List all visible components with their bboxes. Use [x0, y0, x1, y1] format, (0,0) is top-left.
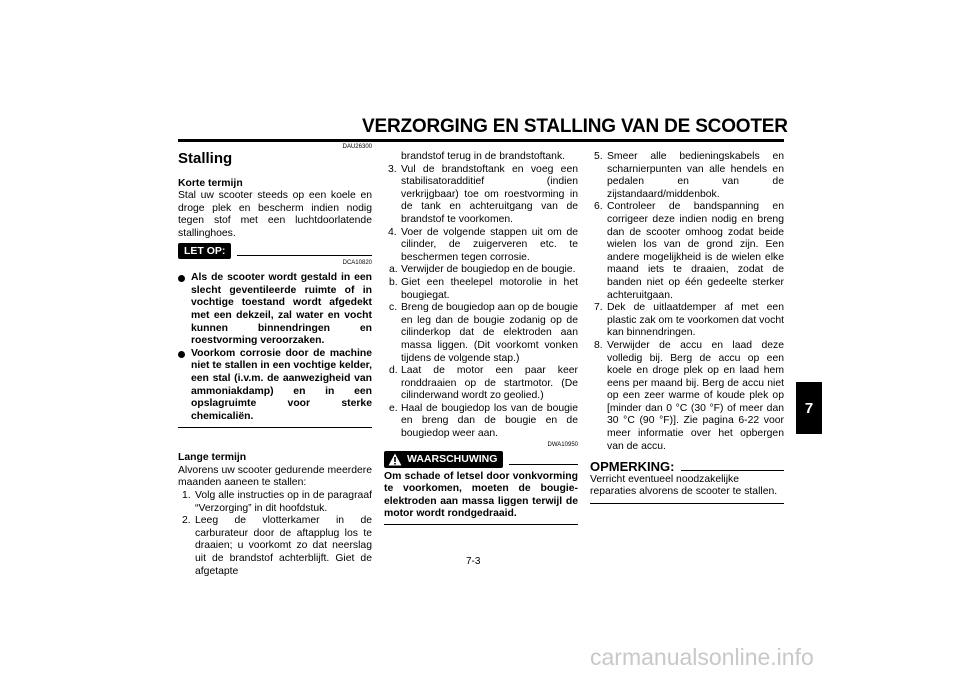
remark-rule	[681, 470, 785, 471]
substeps-list	[389, 264, 578, 440]
note-bullet-text: Als de scooter wordt gestald in een slecht geventileerde ruimte of in vochtige toestand wordt afgedekt met een dekzeil, zal water en vocht kunnen binnendringen en roestvorming veroorzaken.	[191, 272, 372, 347]
column-middle	[384, 151, 578, 525]
substep-text: Haal de bougiedop los van de bougie en breng dan de bougie en de bougiedop weer aan.	[401, 402, 578, 440]
list-item	[384, 164, 578, 227]
remark-text: Verricht eventueel noodzakelijke reparaties alvorens de scooter te stallen.	[590, 473, 778, 498]
list-item	[178, 490, 372, 515]
section-title: Stalling	[178, 150, 233, 167]
warning-triangle-icon	[388, 453, 402, 466]
long-term-steps	[178, 490, 372, 578]
bullet-icon	[178, 275, 185, 282]
remark-label: OPMERKING:	[590, 459, 675, 475]
page-number: 7-3	[466, 556, 481, 567]
step-number: 7.	[594, 302, 603, 314]
header-rule	[178, 139, 784, 142]
list-item	[590, 340, 784, 453]
warning-header	[384, 451, 578, 468]
long-term-intro: Alvorens uw scooter gedurende meerdere maanden aaneen te stallen:	[178, 464, 372, 489]
warning-rule	[509, 464, 578, 465]
short-term-text: Stal uw scooter steeds op een koele en droge plek en bescherm indien nodig tegen stof met een luchtdoorlatende stallinghoes.	[178, 190, 372, 239]
column-right	[590, 151, 784, 504]
note-rule	[237, 255, 372, 256]
step-number: 6.	[594, 201, 603, 213]
warning-badge	[384, 451, 503, 468]
note-header	[178, 243, 372, 260]
list-item	[389, 302, 578, 365]
substep-text: Breng de bougiedop aan op de bougie en leg dan de bougie zodanig op de cilinderkop dat de elektroden aan massa liggen. (Dit voorkomt vonken tijdens de volgende stap.)	[401, 302, 578, 364]
list-item	[384, 227, 578, 265]
watermark: carmanualsonline.info	[590, 644, 814, 670]
substep-letter: d.	[389, 365, 398, 377]
short-term-heading: Korte termijn	[178, 177, 243, 189]
step-number: 3.	[388, 163, 397, 175]
step-number: 5.	[594, 151, 603, 162]
step-number: 2.	[182, 515, 191, 527]
steps-list	[384, 164, 578, 265]
step-text: Controleer de bandspanning en corrigeer deze indien nodig en breng dan de scooter omhoog zodat beide wielen los van de grond zijn. Een andere mogelijkheid is de wielen elke maand iets te draaien, zodat de banden niet op één gedeelte sterker achteruitgaan.	[607, 201, 784, 301]
note-bullet	[178, 348, 372, 424]
substep-letter: e.	[389, 402, 398, 414]
substep-letter: a.	[389, 264, 398, 276]
substep-letter: c.	[389, 302, 398, 314]
substep-text: Laat de motor een paar keer ronddraaien op de startmotor. (De cilinderwand wordt zo geolied.)	[401, 365, 578, 402]
warning-label: WAARSCHUWING	[407, 452, 498, 465]
list-item	[590, 302, 784, 340]
step-text: Voer de volgende stappen uit om de cilinder, de zuigerveren etc. te beschermen tegen corrosie.	[401, 226, 578, 263]
list-item	[590, 151, 784, 201]
list-item	[389, 403, 578, 441]
continued-text: brandstof terug in de brandstoftank.	[401, 151, 566, 162]
warning-end-rule	[384, 524, 578, 525]
step-number: 4.	[388, 226, 397, 238]
step-text: Verwijder de accu en laad deze volledig bij. Berg de accu op een koele en droge plek op en laad hem eens per maand bij. Berg de accu niet op een zeer warme of koude plek op [minder dan 0 °C (30 °F) of meer dan 30 °C (90 °F)]. Zie pagina 6-22 voor meer informatie over het opbergen van de accu.	[607, 339, 784, 452]
list-item	[389, 365, 578, 403]
substep-text: Giet een theelepel motorolie in het bougiegat.	[401, 276, 578, 301]
note-code: DCA10820	[342, 260, 372, 267]
substep-text: Verwijder de bougiedop en de bougie.	[401, 264, 576, 276]
warning-text: Om schade of letsel door vonkvorming te voorkomen, moeten de bougie-elektroden aan massa liggen terwijl de motor wordt rondgedraaid.	[384, 470, 578, 520]
step-number: 1.	[182, 490, 191, 502]
column-left	[178, 143, 372, 578]
steps-list	[590, 151, 784, 453]
remark-end-rule	[590, 503, 784, 504]
list-item	[178, 515, 372, 578]
note-bullet-text: Voorkom corrosie door de machine niet te stallen in een vochtige kelder, een stal (i.v.m. de aanwezigheid van ammoniakdamp) en in een opslagruimte voor sterke chemicaliën.	[191, 347, 372, 422]
page-header-title: VERZORGING EN STALLING VAN DE SCOOTER	[362, 116, 788, 137]
bullet-icon	[178, 351, 185, 358]
step-text: Vul de brandstoftank en voeg een stabilisatoradditief (indien verkrijgbaar) toe om roestvorming in de tank en achteruitgang van de brandstof te voorkomen.	[401, 163, 578, 225]
warning-code: DWA10950	[547, 441, 578, 448]
step-number: 8.	[594, 339, 603, 351]
substep-letter: b.	[389, 276, 398, 288]
step-text: Smeer alle bedieningskabels en scharnierpunten van alle hendels en pedalen en van de zijstandaard/middenbok.	[607, 151, 784, 200]
note-end-rule	[178, 427, 372, 428]
long-term-heading: Lange termijn	[178, 452, 247, 464]
chapter-tab[interactable]: 7	[796, 382, 822, 434]
step-text: Volg alle instructies op in de paragraaf “Verzorging” in dit hoofdstuk.	[195, 490, 372, 514]
section-code: DAU26300	[342, 144, 372, 150]
note-bullet	[178, 272, 372, 348]
note-badge: LET OP:	[178, 243, 231, 260]
list-item	[389, 277, 578, 302]
step-text: Leeg de vlotterkamer in de carburateur door de aftapplug los te draaien; u voorkomt zo dat neerslag uit de brandstof achterblijft. Giet de afgetapte	[195, 515, 372, 577]
step-text: Dek de uitlaatdemper af met een plastic zak om te voorkomen dat vocht kan binnendringen.	[607, 302, 784, 339]
note-bullets	[178, 272, 372, 423]
list-item	[389, 264, 578, 277]
list-item	[590, 201, 784, 302]
remark-header	[590, 461, 784, 474]
